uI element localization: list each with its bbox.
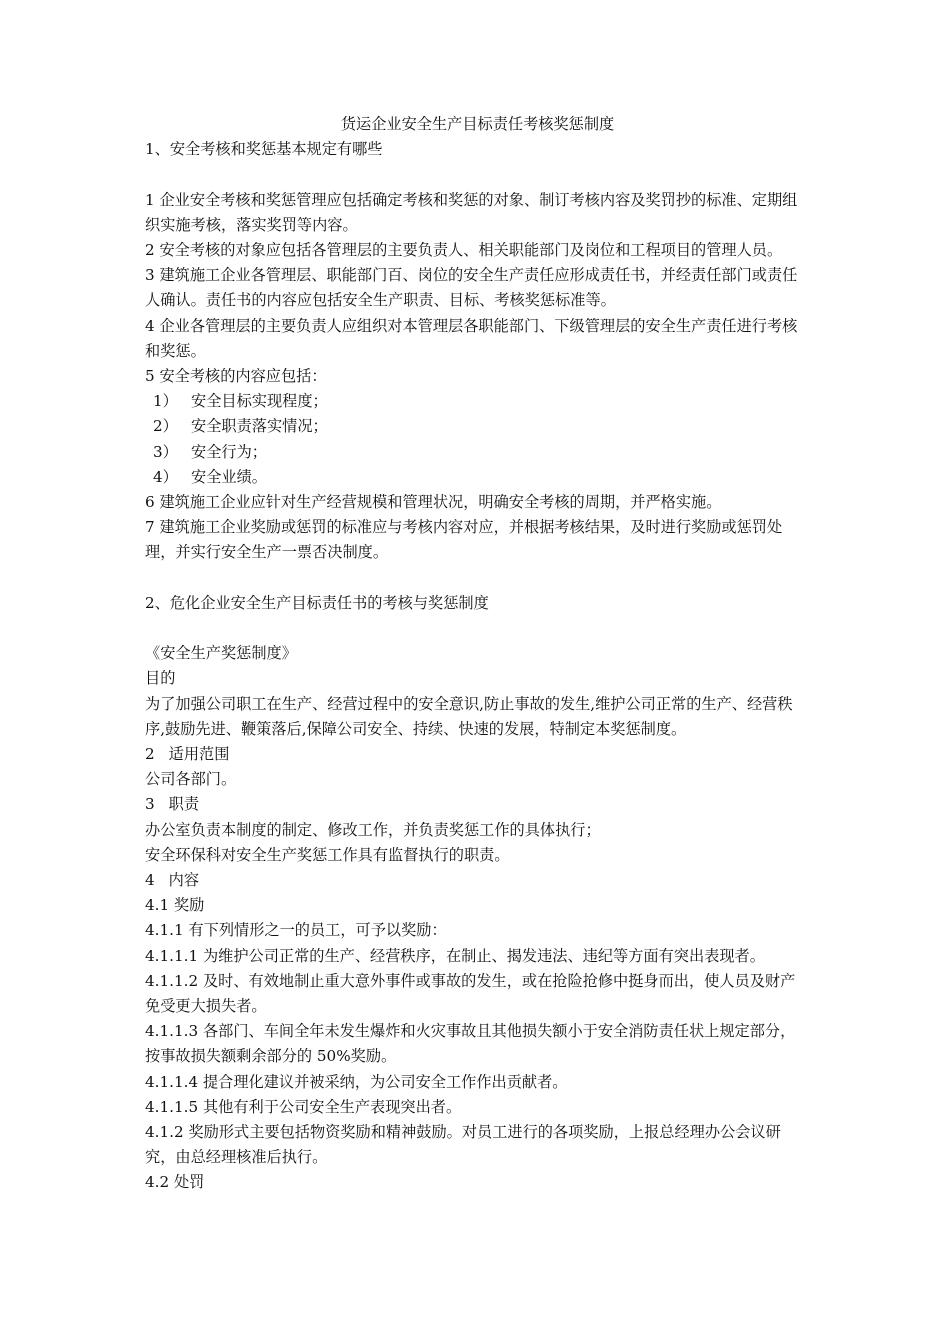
blank-line: [145, 616, 810, 641]
content-label: 内容: [168, 871, 200, 890]
reward-heading: 4.1 奖励: [145, 896, 205, 915]
reward-line-5: 4.1.1.4 提合理化建议并被采纳，为公司安全工作作出贡献者。: [145, 1072, 568, 1091]
sublist-text: 安全职责落实情况；: [191, 417, 328, 436]
document-title: 货运企业安全生产目标责任考核奖惩制度: [340, 115, 615, 133]
regulation-title: 《安全生产奖惩制度》: [145, 644, 297, 663]
scope-label: 适用范围: [168, 745, 230, 764]
document-page: [145, 112, 810, 1196]
section1-item-2: 2 安全考核的对象应包括各管理层的主要负责人、相关职能部门及岗位和工程项目的管理人员。: [145, 241, 783, 259]
sublist-item-1: [145, 389, 810, 414]
duty-num: 3: [145, 795, 155, 814]
duty-line-2: 安全环保科对安全生产奖惩工作具有监督执行的职责。: [145, 845, 510, 864]
sublist-text: 安全业绩。: [191, 467, 267, 486]
section1-item-3: 3 建筑施工企业各管理层、职能部门百、岗位的安全生产责任应形成责任书，并经责任部门或责任人确认。责任书的内容应包括安全生产职责、目标、考核奖惩标准等。: [145, 266, 798, 310]
blank-line: [145, 566, 810, 591]
sublist-text: 安全行为；: [191, 442, 267, 461]
duty-label: 职责: [168, 795, 200, 814]
reward-line-3: 4.1.1.2 及时、有效地制止重大意外事件或事故的发生，或在抢险抢修中挺身而出，使人员及财产免受更大损失者。: [145, 971, 796, 1016]
content-heading: [145, 868, 810, 893]
reward-line-7: 4.1.2 奖励形式主要包括物资奖励和精神鼓励。对员工进行的各项奖励，上报总经理办公会议研究，由总经理核准后执行。: [145, 1123, 781, 1167]
content-num: 4: [145, 871, 155, 890]
reward-line-4: 4.1.1.3 各部门、车间全年未发生爆炸和火灾事故且其他损失额小于安全消防责任状上规定部分，按事故损失额剩余部分的 50%奖励。: [145, 1022, 796, 1066]
sublist-item-2: [145, 414, 810, 439]
penalty-heading: 4.2 处罚: [145, 1173, 205, 1192]
section1-item-1: 1 企业安全考核和奖惩管理应包括确定考核和奖惩的对象、制订考核内容及奖罚抄的标准、定期组织实施考核，落实奖罚等内容。: [145, 190, 798, 234]
reward-line-1: 4.1.1 有下列情形之一的员工，可予以奖励：: [145, 921, 447, 940]
section1-item-5: 5 安全考核的内容应包括：: [145, 367, 327, 386]
scope-num: 2: [145, 745, 155, 764]
sublist-text: 安全目标实现程度；: [191, 392, 328, 411]
duty-heading: [145, 792, 810, 817]
reward-line-2: 4.1.1.1 为维护公司正常的生产、经营秩序，在制止、揭发违法、违纪等方面有突出表现者。: [145, 946, 765, 965]
scope-text: 公司各部门。: [145, 770, 237, 789]
blank-line: [145, 162, 810, 187]
sublist-item-3: [145, 440, 810, 465]
scope-heading: [145, 742, 810, 767]
section1-heading: 1、安全考核和奖惩基本规定有哪些: [145, 140, 383, 159]
duty-line-1: 办公室负责本制度的制定、修改工作，并负责奖惩工作的具体执行；: [145, 820, 601, 839]
sublist-num: 3）: [153, 442, 178, 461]
purpose-text: 为了加强公司职工在生产、经营过程中的安全意识,防止事故的发生,维护公司正常的生产、经营秩序,鼓励先进、鞭策落后,保障公司安全、持续、快速的发展，特制定本奖惩制度。: [145, 694, 793, 738]
sublist-num: 1）: [153, 392, 178, 411]
sublist-num: 4）: [153, 467, 178, 486]
section2-heading: 2、危化企业安全生产目标责任书的考核与奖惩制度: [145, 593, 489, 612]
section1-item-6: 6 建筑施工企业应针对生产经营规模和管理状况，明确安全考核的周期，并严格实施。: [145, 493, 722, 512]
reward-line-6: 4.1.1.5 其他有利于公司安全生产表现突出者。: [145, 1097, 462, 1116]
section1-item-4: 4 企业各管理层的主要负责人应组织对本管理层各职能部门、下级管理层的安全生产责任进行考核和奖惩。: [145, 316, 798, 360]
sublist-num: 2）: [153, 417, 178, 436]
sublist-item-4: [145, 465, 810, 490]
purpose-label: 目的: [145, 669, 176, 688]
section1-item-7: 7 建筑施工企业奖励或惩罚的标准应与考核内容对应，并根据考核结果，及时进行奖励或惩罚处理，并实行安全生产一票否决制度。: [145, 518, 783, 562]
